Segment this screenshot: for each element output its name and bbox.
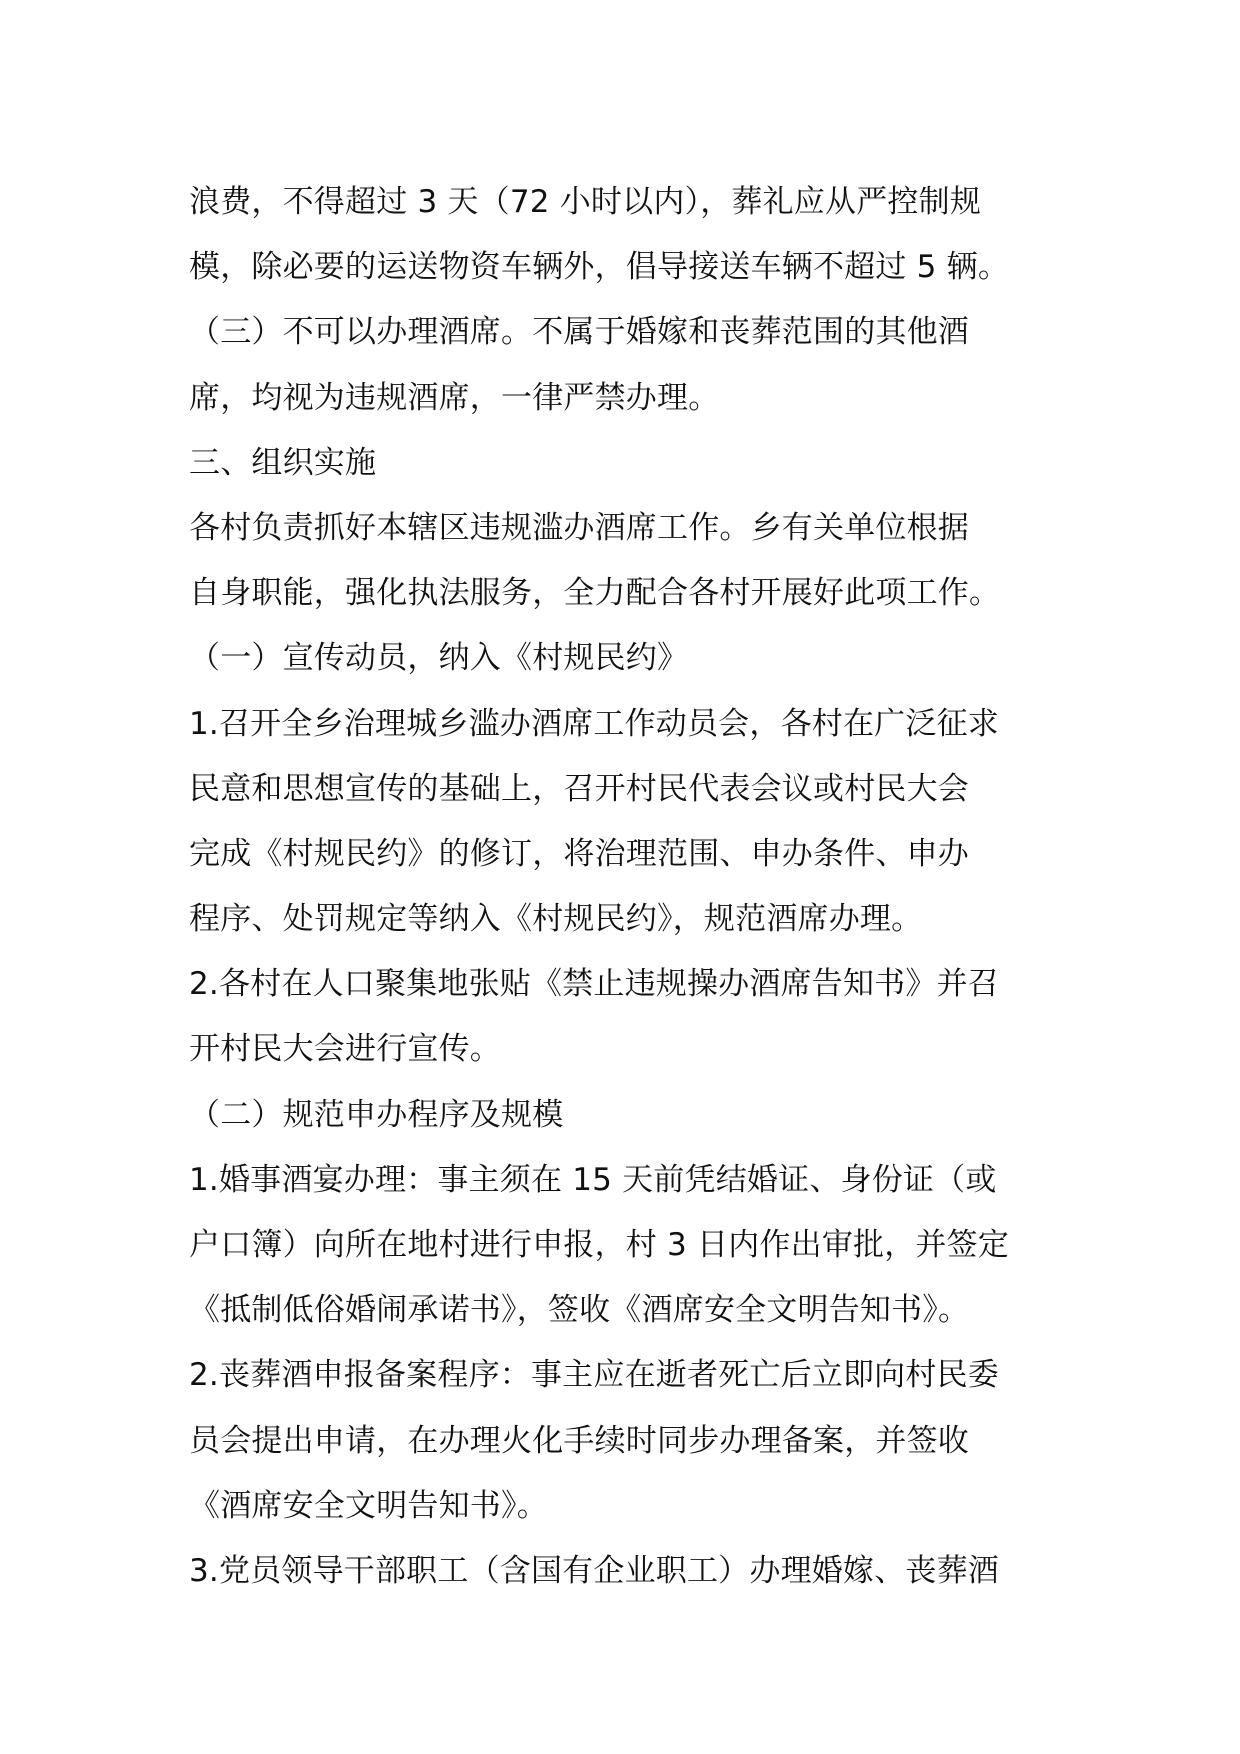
text-line: 2.各村在人口聚集地张贴《禁止违规操办酒席告知书》并召	[189, 966, 999, 1003]
text-line: 自身职能，强化执法服务，全力配合各村开展好此项工作。	[189, 575, 1001, 612]
subsection-heading: （一）宣传动员，纳入《村规民约》	[189, 640, 689, 677]
text-line: 1.召开全乡治理城乡滥办酒席工作动员会，各村在广泛征求	[189, 705, 999, 742]
text-line: 开村民大会进行宣传。	[189, 1031, 501, 1068]
text-line: 各村负责抓好本辖区违规滥办酒席工作。乡有关单位根据	[189, 509, 969, 546]
document-body	[189, 170, 1069, 1604]
text-line: 程序、处罚规定等纳入《村规民约》，规范酒席办理。	[189, 901, 923, 938]
text-line: 2.丧葬酒申报备案程序：事主应在逝者死亡后立即向村民委	[189, 1357, 999, 1394]
text-line: 《抵制低俗婚闹承诺书》，签收《酒席安全文明告知书》。	[189, 1292, 970, 1329]
text-line: 户口簿）向所在地村进行申报，村 3 日内作出审批，并签定	[189, 1227, 1010, 1263]
text-line: 民意和思想宣传的基础上，召开村民代表会议或村民大会	[189, 770, 969, 807]
text-line: 浪费，不得超过 3 天（72 小时以内），葬礼应从严控制规	[189, 184, 982, 220]
section-heading: 三、组织实施	[189, 444, 377, 481]
text-line: 员会提出申请，在办理火化手续时同步办理备案，并签收	[189, 1422, 969, 1459]
text-line: 模，除必要的运送物资车辆外，倡导接送车辆不超过 5 辆。	[189, 249, 1010, 286]
text-line: （三）不可以办理酒席。不属于婚嫁和丧葬范围的其他酒	[189, 314, 969, 351]
text-line: 1.婚事酒宴办理：事主须在 15 天前凭结婚证、身份证（或	[189, 1161, 997, 1198]
text-line: 完成《村规民约》的修订，将治理范围、申办条件、申办	[189, 835, 969, 872]
subsection-heading: （二）规范申办程序及规模	[189, 1096, 564, 1133]
text-line: 3.党员领导干部职工（含国有企业职工）办理婚嫁、丧葬酒	[189, 1552, 999, 1589]
text-line: 《酒席安全文明告知书》。	[189, 1487, 548, 1524]
text-line: 席，均视为违规酒席，一律严禁办理。	[189, 379, 720, 416]
